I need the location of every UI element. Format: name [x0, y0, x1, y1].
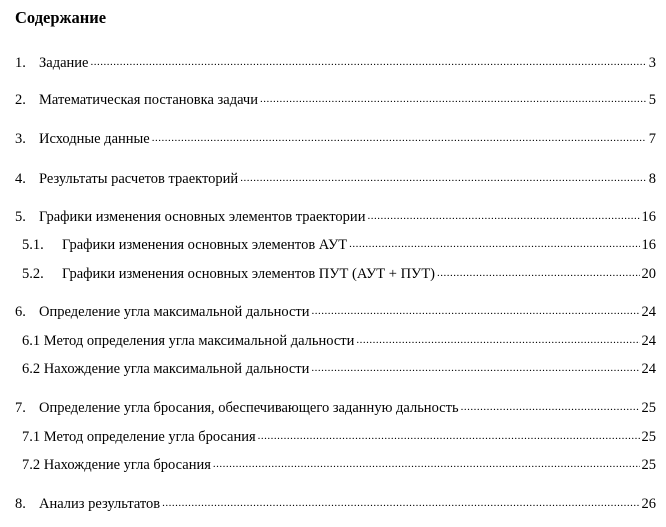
- toc-entry-label: Исходные данные: [39, 131, 150, 147]
- toc-dot-leader: [213, 453, 640, 474]
- toc-dot-leader: [260, 88, 646, 109]
- toc-entry-number: 8.: [15, 496, 26, 512]
- toc-entry-label: Результаты расчетов траекторий: [39, 171, 239, 187]
- toc-entry-8[interactable]: [0, 494, 666, 514]
- toc-entry-label: Задание: [39, 55, 89, 71]
- toc-entry-7-2[interactable]: [0, 455, 666, 475]
- toc-dot-leader: [437, 262, 639, 283]
- toc-entry-label: 6.2 Нахождение угла максимальной дальности: [22, 361, 310, 377]
- toc-dot-leader: [152, 127, 646, 148]
- toc-entry-number: 2.: [15, 92, 26, 108]
- toc-dot-leader: [312, 300, 640, 321]
- toc-entry-number: 5.1.: [22, 237, 44, 253]
- toc-entry-number: 4.: [15, 171, 26, 187]
- toc-entry-7[interactable]: [0, 398, 666, 418]
- toc-entry-number: 1.: [15, 55, 26, 71]
- toc-entry-label: Определение угла бросания, обеспечивающего заданную дальность: [39, 400, 459, 416]
- toc-dot-leader: [162, 492, 639, 513]
- toc-entry-page: 24: [641, 333, 656, 349]
- toc-entry-label: Математическая постановка задачи: [39, 92, 258, 108]
- toc-entry-6[interactable]: [0, 302, 666, 322]
- toc-entry-5-2[interactable]: [0, 264, 666, 284]
- toc-entry-label: Графики изменения основных элементов траектории: [39, 209, 366, 225]
- toc-entry-5[interactable]: [0, 207, 666, 227]
- toc-entry-number: 3.: [15, 131, 26, 147]
- toc-dot-leader: [349, 233, 639, 254]
- toc-entry-page: 25: [641, 429, 656, 445]
- toc-dot-leader: [240, 167, 646, 188]
- toc-entry-page: 24: [641, 361, 656, 377]
- toc-entry-label: Графики изменения основных элементов ПУТ (АУТ + ПУТ): [62, 266, 436, 282]
- toc-entry-label: Анализ результатов: [39, 496, 161, 512]
- toc-entry-page: 16: [641, 209, 656, 225]
- toc-entry-page: 16: [641, 237, 656, 253]
- toc-dot-leader: [90, 51, 646, 72]
- toc-entry-7-1[interactable]: [0, 427, 666, 447]
- toc-dot-leader: [356, 329, 639, 350]
- toc-entry-number: 7.: [15, 400, 26, 416]
- toc-entry-label: Определение угла максимальной дальности: [39, 304, 310, 320]
- toc-entry-4[interactable]: [0, 169, 666, 189]
- toc-entry-label: Графики изменения основных элементов АУТ: [62, 237, 348, 253]
- toc-entry-page: 5: [648, 92, 656, 108]
- toc-entry-label: 7.1 Метод определение угла бросания: [22, 429, 256, 445]
- toc-entry-5-1[interactable]: [0, 235, 666, 255]
- toc-entry-page: 3: [648, 55, 656, 71]
- toc-entry-label: 7.2 Нахождение угла бросания: [22, 457, 211, 473]
- toc-entry-number: 6.: [15, 304, 26, 320]
- toc-title: Содержание: [15, 8, 107, 27]
- toc-dot-leader: [367, 205, 639, 226]
- toc-entry-page: 26: [641, 496, 656, 512]
- toc-entry-page: 8: [648, 171, 656, 187]
- toc-entry-page: 7: [648, 131, 656, 147]
- toc-dot-leader: [461, 396, 640, 417]
- toc-dot-leader: [258, 425, 640, 446]
- toc-entry-page: 25: [641, 457, 656, 473]
- toc-entry-1[interactable]: [0, 53, 666, 73]
- toc-entry-page: 25: [641, 400, 656, 416]
- toc-entry-3[interactable]: [0, 129, 666, 149]
- toc-entry-page: 20: [641, 266, 656, 282]
- toc-entry-2[interactable]: [0, 90, 666, 110]
- toc-entry-number: 5.: [15, 209, 26, 225]
- toc-dot-leader: [311, 357, 639, 378]
- toc-entry-6-1[interactable]: [0, 331, 666, 351]
- toc-entry-number: 5.2.: [22, 266, 44, 282]
- toc-entry-6-2[interactable]: [0, 359, 666, 379]
- toc-entry-page: 24: [641, 304, 656, 320]
- toc-entry-label: 6.1 Метод определения угла максимальной дальности: [22, 333, 355, 349]
